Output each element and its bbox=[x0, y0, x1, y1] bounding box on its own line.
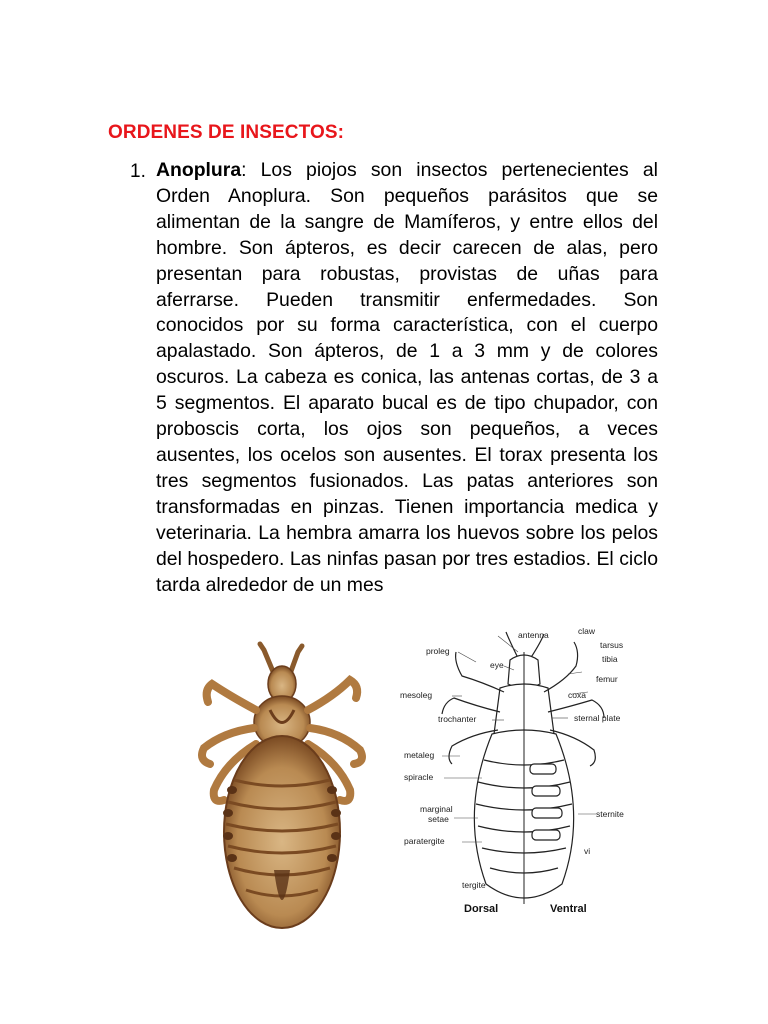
diagram-label: vi bbox=[584, 846, 591, 856]
list-item-term: Anoplura bbox=[156, 159, 242, 181]
list-item-body: : Los piojos son insectos pertenecientes al Orden Anoplura. Son pequeños parásitos que se alimentan de la sangre de Mamíferos, y entre ellos del hombre. Son ápteros, es decir carecen de alas, pero presentan para robustas, provistas de uñas para aferrarse. Pueden transmitir enfermedades. Son conocidos por su forma característica, con el cuerpo apalastado. Son ápteros, de 1 a 3 mm y de colores oscuros. La cabeza es conica, las antenas cortas, de 3 a 5 segmentos. El aparato bucal es de tipo chupador, con proboscis corta, los ojos son pequeños, a veces ausentes, los ocelos son ausentes. El torax presenta los tres segmentos fusionados. Las patas anteriores son transformadas en pinzas. Tienen importancia medica y veterinaria. La hembra amarra los huevos sobre los pelos del hospedero. Las ninfas pasan por tres estadios. El ciclo tarda alrededor de un mes bbox=[156, 159, 658, 596]
diagram-label-dorsal: Dorsal bbox=[464, 903, 499, 915]
diagram-label: sternal plate bbox=[574, 713, 621, 723]
diagram-label: tarsus bbox=[600, 640, 624, 650]
diagram-label: paratergite bbox=[404, 836, 445, 846]
diagram-label: sternite bbox=[596, 809, 624, 819]
diagram-label: tergite bbox=[462, 880, 486, 890]
list-number: 1. bbox=[130, 161, 146, 182]
diagram-label: femur bbox=[596, 674, 618, 684]
diagram-label: coxa bbox=[568, 690, 586, 700]
diagram-label: claw bbox=[578, 626, 596, 636]
diagram-label-ventral: Ventral bbox=[550, 903, 587, 915]
diagram-label: mesoleg bbox=[400, 690, 433, 700]
diagram-label: trochanter bbox=[438, 714, 477, 724]
louse-diagram bbox=[392, 622, 654, 922]
diagram-label: spiracle bbox=[404, 772, 434, 782]
diagram-label: tibia bbox=[602, 654, 618, 664]
diagram-label: eye bbox=[490, 660, 504, 670]
list-item-paragraph bbox=[156, 158, 658, 598]
section-heading: ORDENES DE INSECTOS: bbox=[108, 122, 345, 143]
louse-photo bbox=[190, 640, 374, 940]
diagram-label: marginal bbox=[420, 804, 453, 814]
diagram-label: proleg bbox=[426, 646, 450, 656]
diagram-label: antenna bbox=[518, 630, 549, 640]
diagram-label: metaleg bbox=[404, 750, 435, 760]
diagram-label: setae bbox=[428, 814, 449, 824]
